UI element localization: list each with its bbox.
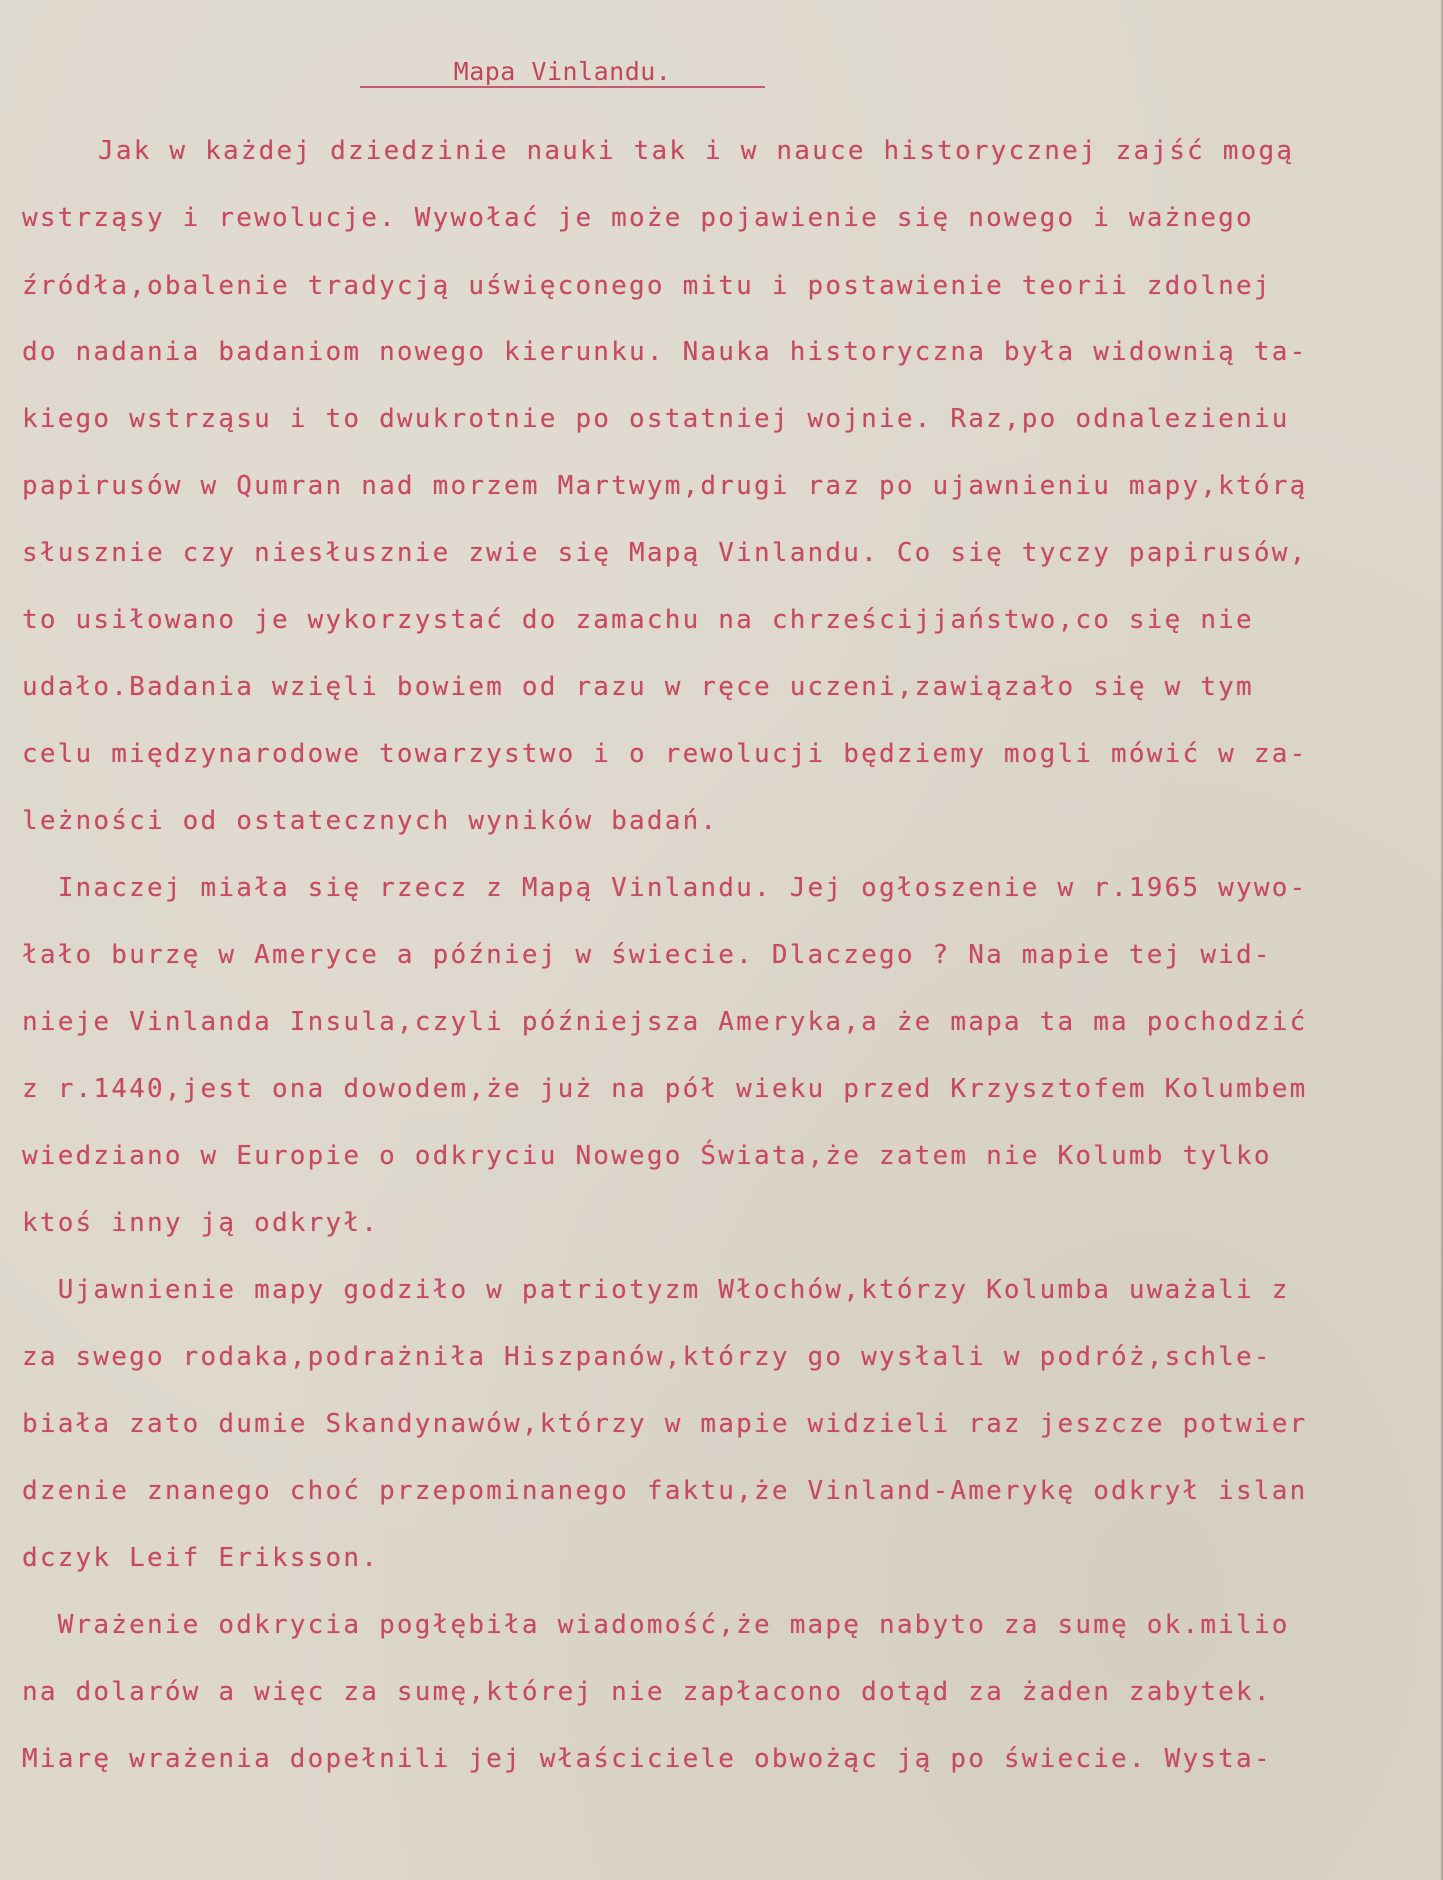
- text-line: wiedziano w Europie o odkryciu Nowego Świata,że zatem nie Kolumb tylko: [22, 1141, 1272, 1171]
- text-line: Inaczej miała się rzecz z Mapą Vinlandu. Jej ogłoszenie w r.1965 wywo-: [22, 873, 1308, 903]
- text-line: łało burzę w Ameryce a później w świecie. Dlaczego ? Na mapie tej wid-: [22, 940, 1272, 970]
- text-line: Miarę wrażenia dopełnili jej właściciele obwożąc ją po świecie. Wysta-: [22, 1744, 1272, 1774]
- text-line: z r.1440,jest ona dowodem,że już na pół wieku przed Krzysztofem Kolumbem: [22, 1074, 1308, 1104]
- text-line: dczyk Leif Eriksson.: [22, 1543, 380, 1573]
- text-line: kiego wstrząsu i to dwukrotnie po ostatniej wojnie. Raz,po odnalezieniu: [22, 404, 1290, 434]
- text-line: leżności od ostatecznych wyników badań.: [22, 806, 719, 836]
- document-title: Mapa Vinlandu.: [453, 57, 672, 86]
- text-line: Wrażenie odkrycia pogłębiła wiadomość,że mapę nabyto za sumę ok.milio: [22, 1610, 1290, 1640]
- text-line: to usiłowano je wykorzystać do zamachu na chrześcijjaństwo,co się nie: [22, 605, 1254, 635]
- text-line: udało.Badania wzięli bowiem od razu w ręce uczeni,zawiązało się w tym: [22, 672, 1254, 702]
- text-line: wstrząsy i rewolucje. Wywołać je może pojawienie się nowego i ważnego: [22, 203, 1254, 233]
- text-line: celu międzynarodowe towarzystwo i o rewolucji będziemy mogli mówić w za-: [22, 739, 1308, 769]
- text-line: słusznie czy niesłusznie zwie się Mapą Vinlandu. Co się tyczy papirusów,: [22, 538, 1308, 568]
- text-line: ktoś inny ją odkrył.: [22, 1208, 380, 1238]
- text-line: na dolarów a więc za sumę,której nie zapłacono dotąd za żaden zabytek.: [22, 1677, 1272, 1707]
- text-line: nieje Vinlanda Insula,czyli późniejsza Ameryka,a że mapa ta ma pochodzić: [22, 1007, 1308, 1037]
- text-line: biała zato dumie Skandynawów,którzy w mapie widzieli raz jeszcze potwier: [22, 1409, 1308, 1439]
- text-line: papirusów w Qumran nad morzem Martwym,drugi raz po ujawnieniu mapy,którą: [22, 471, 1308, 501]
- text-line: dzenie znanego choć przepominanego faktu,że Vinland-Amerykę odkrył islan: [22, 1476, 1308, 1506]
- text-line: Ujawnienie mapy godziło w patriotyzm Włochów,którzy Kolumba uważali z: [22, 1275, 1290, 1305]
- text-line: Jak w każdej dziedzinie nauki tak i w nauce historycznej zajść mogą: [98, 136, 1295, 166]
- text-line: źródła,obalenie tradycją uświęconego mitu i postawienie teorii zdolnej: [22, 271, 1272, 301]
- text-line: za swego rodaka,podrażniła Hiszpanów,którzy go wysłali w podróż,schle-: [22, 1342, 1272, 1372]
- text-line: do nadania badaniom nowego kierunku. Nauka historyczna była widownią ta-: [22, 337, 1308, 367]
